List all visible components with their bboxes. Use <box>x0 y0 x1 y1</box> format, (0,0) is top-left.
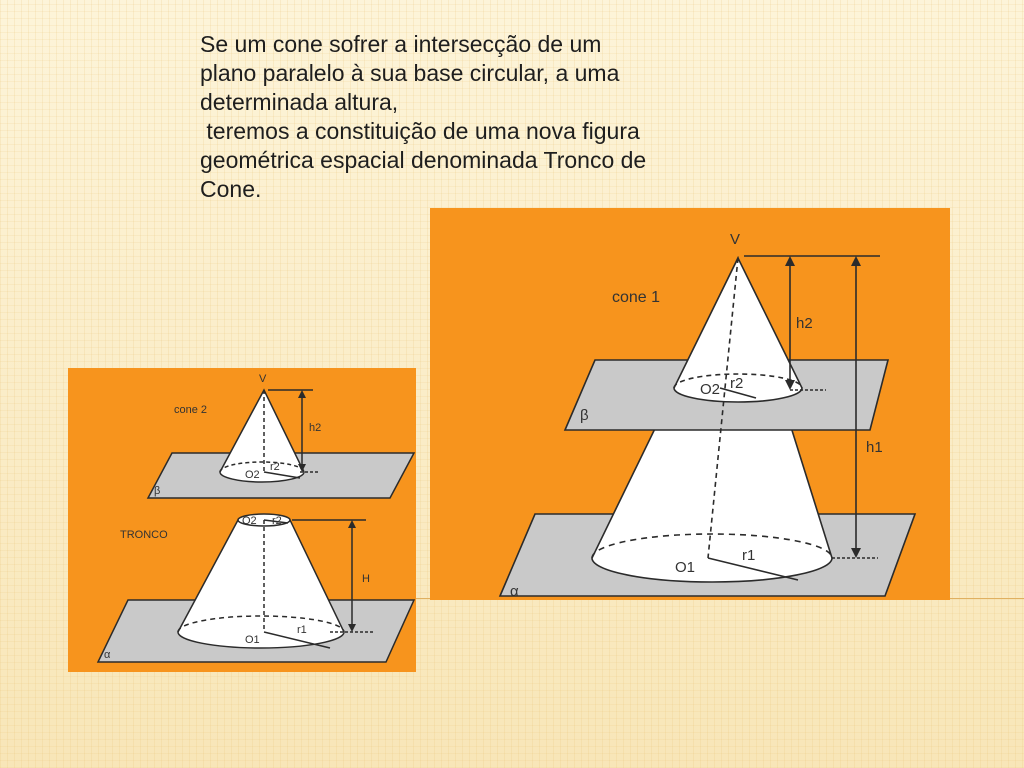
text-line-6: Cone. <box>200 176 262 202</box>
r2-label: r2 <box>270 461 280 473</box>
frustum-diagram-small <box>68 368 416 672</box>
o2-frustum-label: O2 <box>242 515 257 527</box>
cone-2-label: cone 2 <box>174 404 208 416</box>
text-line-1: Se um cone sofrer a intersecção de um <box>200 31 602 57</box>
beta-label: β <box>154 485 161 497</box>
beta-label: β <box>580 407 589 424</box>
alpha-label: α <box>510 583 519 600</box>
h2-label: h2 <box>309 422 322 434</box>
slide-body-text <box>200 30 760 204</box>
o1-label: O1 <box>245 634 260 646</box>
text-line-4: teremos a constituição de uma nova figura <box>200 118 640 144</box>
o2-label: O2 <box>700 381 721 398</box>
o2-label: O2 <box>245 469 260 481</box>
r2-frustum-label: r2 <box>272 515 282 527</box>
h1-label: h1 <box>866 439 883 456</box>
cone-diagram-large <box>430 208 950 600</box>
r2-label: r2 <box>730 375 744 392</box>
vertex-label: V <box>730 231 741 248</box>
text-line-3: determinada altura, <box>200 89 399 115</box>
h2-label: h2 <box>796 315 813 332</box>
r1-label: r1 <box>297 624 307 636</box>
h-label: H <box>362 573 370 585</box>
vertex-label: V <box>259 373 267 385</box>
cone-1-label: cone 1 <box>612 289 661 306</box>
text-line-5: geométrica espacial denominada Tronco de <box>200 147 647 173</box>
o1-label: O1 <box>675 559 696 576</box>
alpha-label: α <box>104 649 111 661</box>
tronco-label: TRONCO <box>120 529 168 541</box>
r1-label: r1 <box>742 547 756 564</box>
text-line-2: plano paralelo à sua base circular, a uma <box>200 60 620 86</box>
